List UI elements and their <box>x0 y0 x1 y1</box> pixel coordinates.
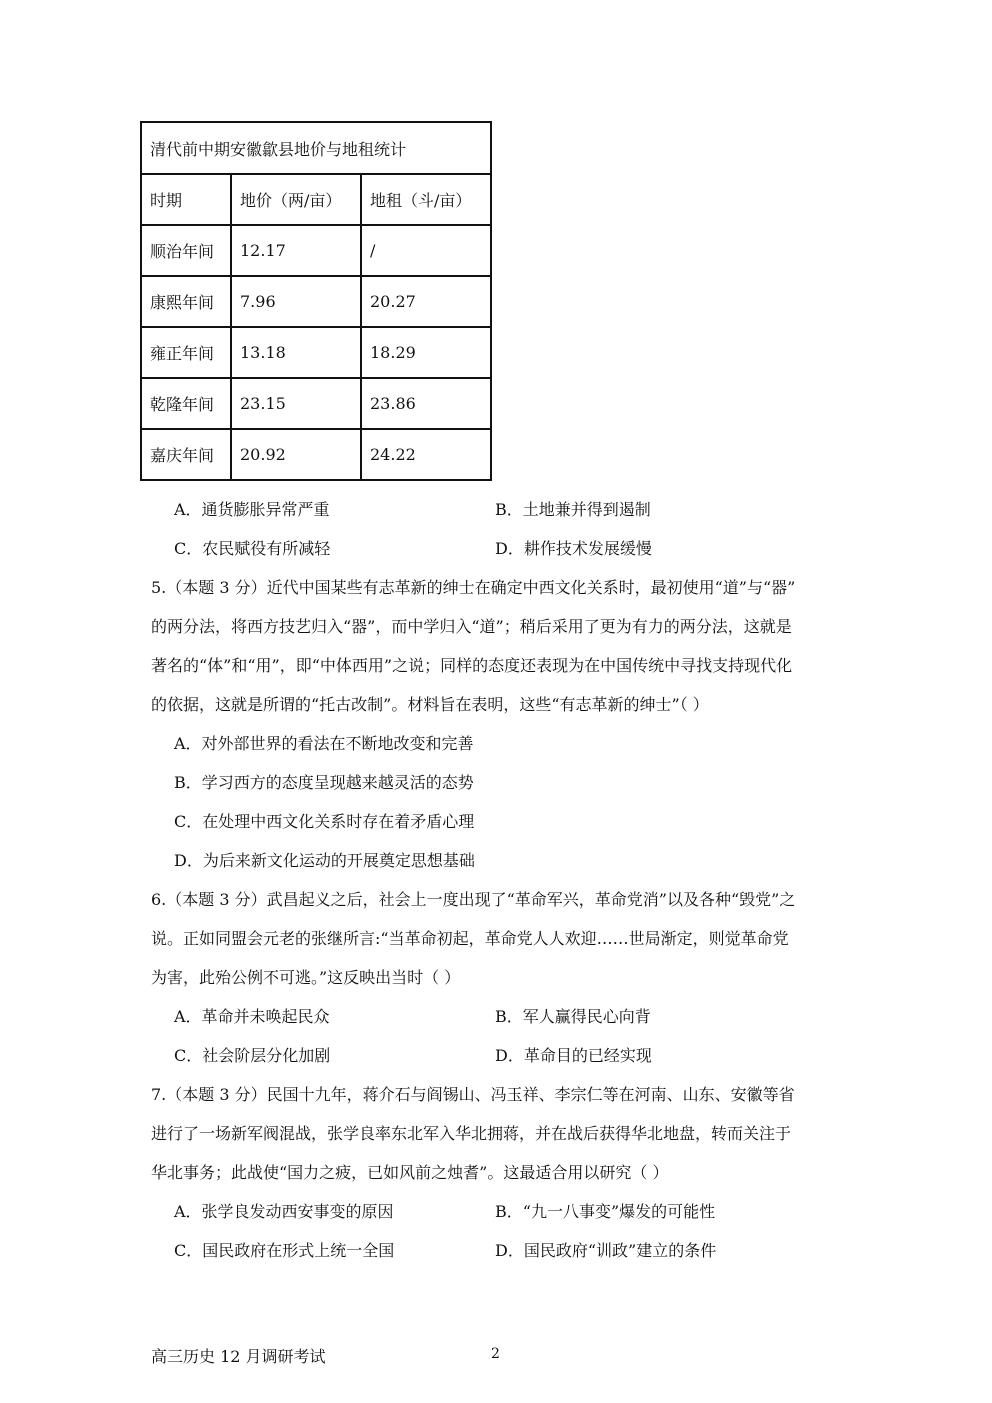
table-row <box>141 225 491 276</box>
q6-stem-line: 说。正如同盟会元老的张继所言:“当革命初起，革命党人人欢迎……世局渐定，则觉革命党 <box>151 929 789 948</box>
table-header-row <box>141 174 491 225</box>
q5-option-a: A．对外部世界的看法在不断地改变和完善 <box>174 734 474 753</box>
q7-stem-line: 7.（本题 3 分）民国十九年，蒋介石与阎锡山、冯玉祥、李宗仁等在河南、山东、安徽等省 <box>151 1085 795 1104</box>
row-land-price: 13.18 <box>231 327 361 378</box>
q7-option-d: D．国民政府“训政”建立的条件 <box>495 1241 717 1260</box>
row-land-rent: 23.86 <box>361 378 491 429</box>
row-land-price: 23.15 <box>231 378 361 429</box>
footer-exam-title: 高三历史 12 月调研考试 <box>151 1347 326 1366</box>
header-period: 时期 <box>141 174 231 225</box>
table-row <box>141 276 491 327</box>
q6-stem-line: 为害，此殆公例不可逃。”这反映出当时（ ） <box>151 968 461 987</box>
q5-stem-line: 著名的“体”和“用”，即“中体西用”之说；同样的态度还表现为在中国传统中寻找支持现代化 <box>151 656 793 675</box>
q4-option-d: D．耕作技术发展缓慢 <box>495 539 652 558</box>
q6-option-a: A．革命并未唤起民众 <box>174 1007 330 1026</box>
q5-stem-line: 的依据，这就是所谓的“托古改制”。材料旨在表明，这些“有志革新的绅士”（ ） <box>151 695 709 714</box>
row-period: 康熙年间 <box>141 276 231 327</box>
q4-option-b: B．土地兼并得到遏制 <box>495 500 651 519</box>
q5-option-b: B．学习西方的态度呈现越来越灵活的态势 <box>174 773 474 792</box>
q6-option-d: D．革命目的已经实现 <box>495 1046 652 1065</box>
q4-option-c: C．农民赋役有所减轻 <box>174 539 331 558</box>
q6-option-c: C．社会阶层分化加剧 <box>174 1046 331 1065</box>
q5-option-c: C．在处理中西文化关系时存在着矛盾心理 <box>174 812 475 831</box>
q7-stem-line: 华北事务；此战使“国力之疲，已如风前之烛耆”。这最适合用以研究（ ） <box>151 1163 669 1182</box>
q7-option-c: C．国民政府在形式上统一全国 <box>174 1241 395 1260</box>
page-number: 2 <box>491 1346 500 1362</box>
q6-option-b: B．军人赢得民心向背 <box>495 1007 651 1026</box>
table-row <box>141 429 491 480</box>
q5-stem-line: 的两分法，将西方技艺归入“器”，而中学归入“道”；稍后采用了更为有力的两分法，这就是 <box>151 617 792 636</box>
q7-stem-line: 进行了一场新军阀混战，张学良率东北军入华北拥蒋，并在战后获得华北地盘，转而关注于 <box>151 1124 792 1143</box>
table-title: 清代前中期安徽歙县地价与地租统计 <box>141 122 491 174</box>
q7-option-a: A．张学良发动西安事变的原因 <box>174 1202 394 1221</box>
header-land-price: 地价（两/亩） <box>231 174 361 225</box>
q5-option-d: D．为后来新文化运动的开展奠定思想基础 <box>174 851 475 870</box>
row-land-price: 7.96 <box>231 276 361 327</box>
row-land-rent: 24.22 <box>361 429 491 480</box>
row-land-rent: / <box>361 225 491 276</box>
q7-option-b: B．“九一八事变”爆发的可能性 <box>495 1202 716 1221</box>
row-land-price: 20.92 <box>231 429 361 480</box>
row-period: 乾隆年间 <box>141 378 231 429</box>
q5-stem-line: 5.（本题 3 分）近代中国某些有志革新的绅士在确定中西文化关系时，最初使用“道”与“器” <box>151 578 796 597</box>
row-period: 嘉庆年间 <box>141 429 231 480</box>
table-row <box>141 378 491 429</box>
row-land-rent: 20.27 <box>361 276 491 327</box>
q4-option-a: A．通货膨胀异常严重 <box>174 500 330 519</box>
row-period: 雍正年间 <box>141 327 231 378</box>
row-period: 顺治年间 <box>141 225 231 276</box>
land-price-rent-table <box>140 121 492 481</box>
table-row <box>141 327 491 378</box>
q6-stem-line: 6.（本题 3 分）武昌起义之后，社会上一度出现了“革命军兴，革命党消”以及各种“毁党”之 <box>151 890 796 909</box>
row-land-rent: 18.29 <box>361 327 491 378</box>
header-land-rent: 地租（斗/亩） <box>361 174 491 225</box>
row-land-price: 12.17 <box>231 225 361 276</box>
